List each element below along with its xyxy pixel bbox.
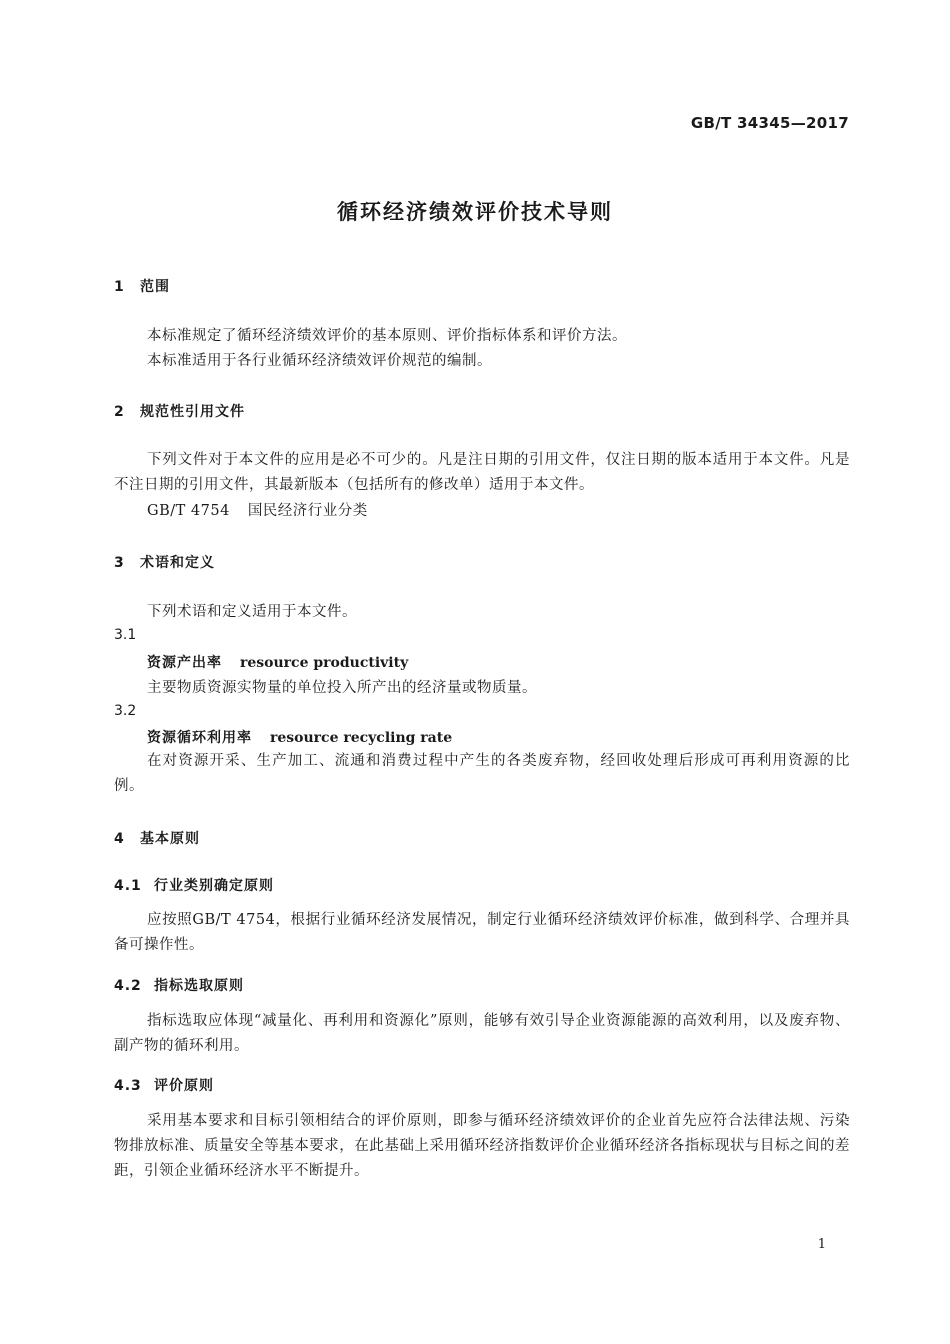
section-1-heading: [114, 276, 170, 296]
section-1-paragraph-2: 本标准适用于各行业循环经济绩效评价规范的编制。: [147, 353, 492, 369]
clause-4-1-paragraph: 应按照GB/T 4754，根据行业循环经济发展情况，制定行业循环经济绩效评价标准，做到科学、合理并具备可操作性。: [114, 912, 850, 953]
term-1: [147, 652, 408, 672]
term-2: [147, 727, 452, 747]
section-1-paragraph-1: 本标准规定了循环经济绩效评价的基本原则、评价指标体系和评价方法。: [147, 328, 627, 344]
term-2-number: 3.2: [114, 703, 137, 719]
term-chinese: 资源产出率: [147, 655, 222, 671]
term-english: resource productivity: [240, 655, 409, 671]
section-number: 2: [114, 404, 125, 420]
normative-reference: [147, 499, 368, 520]
section-title: 术语和定义: [140, 555, 215, 571]
term-2-definition: 在对资源开采、生产加工、流通和消费过程中产生的各类废弃物，经回收处理后形成可再利用资源的比例。: [114, 753, 850, 794]
clause-number: 4.3: [114, 1078, 142, 1094]
clause-4-3-paragraph: 采用基本要求和目标引领相结合的评价原则，即参与循环经济绩效评价的企业首先应符合法律法规、污染物排放标准、质量安全等基本要求，在此基础上采用循环经济指数评价企业循环经济各指标现状与目标之间的差距，引领企业循环经济水平不断提升。: [114, 1113, 850, 1179]
clause-4-3-heading: [114, 1075, 214, 1095]
section-number: 4: [114, 831, 125, 847]
clause-number: 4.1: [114, 878, 142, 894]
section-3-paragraph-1: 下列术语和定义适用于本文件。: [147, 604, 357, 620]
clause-4-2-heading: [114, 975, 244, 995]
section-number: 1: [114, 279, 125, 295]
term-1-definition: 主要物质资源实物量的单位投入所产出的经济量或物质量。: [147, 680, 537, 696]
section-4-heading: [114, 828, 200, 848]
clause-number: 4.2: [114, 978, 142, 994]
term-english: resource recycling rate: [270, 730, 453, 746]
reference-title: 国民经济行业分类: [247, 503, 368, 519]
term-1-number: 3.1: [114, 627, 137, 643]
section-2-heading: [114, 401, 245, 421]
section-title: 基本原则: [140, 831, 200, 847]
section-title: 范围: [140, 279, 170, 295]
page-number: 1: [817, 1237, 826, 1252]
clause-title: 指标选取原则: [154, 978, 244, 994]
clause-4-2-paragraph: 指标选取应体现“减量化、再利用和资源化”原则，能够有效引导企业资源能源的高效利用，以及废弃物、副产物的循环利用。: [114, 1013, 850, 1054]
document-title: 循环经济绩效评价技术导则: [337, 200, 613, 224]
standard-code: GB/T 34345—2017: [690, 114, 849, 132]
reference-code: GB/T 4754: [147, 503, 230, 519]
clause-4-1-heading: [114, 875, 274, 895]
term-chinese: 资源循环利用率: [147, 730, 252, 746]
section-3-heading: [114, 552, 215, 572]
clause-title: 行业类别确定原则: [154, 878, 274, 894]
section-number: 3: [114, 555, 125, 571]
section-2-paragraph-1: 下列文件对于本文件的应用是必不可少的。凡是注日期的引用文件，仅注日期的版本适用于本文件。凡是不注日期的引用文件，其最新版本（包括所有的修改单）适用于本文件。: [114, 452, 850, 493]
section-title: 规范性引用文件: [140, 404, 245, 420]
clause-title: 评价原则: [154, 1078, 214, 1094]
